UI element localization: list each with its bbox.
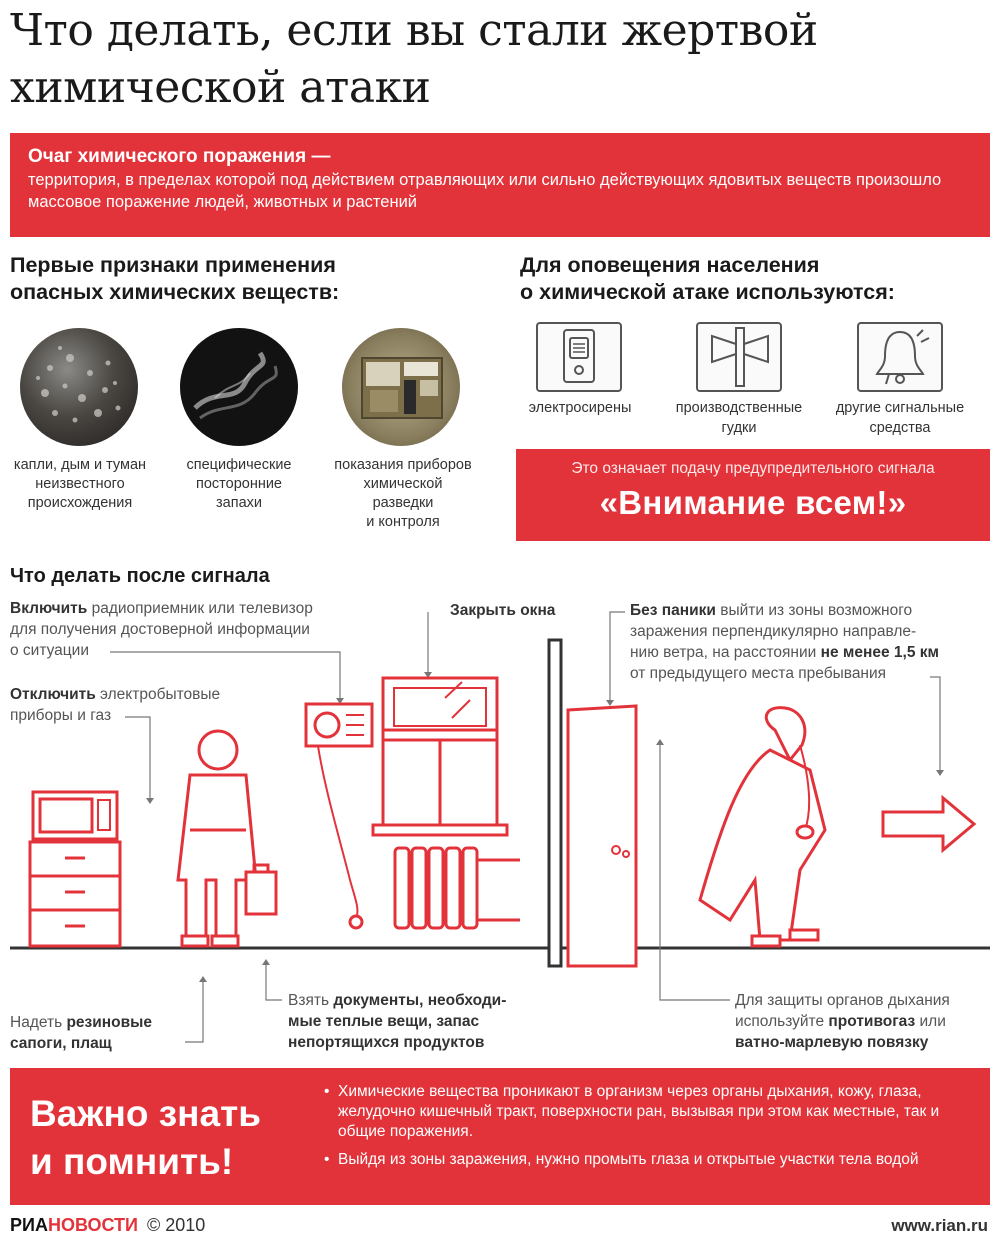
signs-heading-line2: опасных химических веществ: (10, 280, 340, 304)
brand-ria: РИА (10, 1215, 48, 1235)
person-suitcase (178, 731, 276, 946)
window (373, 678, 507, 835)
important-box (10, 1068, 990, 1205)
note-radio: Включить радиоприемник или телевизор для получения достоверной информации о ситуации (10, 600, 313, 659)
radiator (395, 848, 520, 928)
copyright: © 2010 (147, 1215, 206, 1235)
notify-label-other: другие сигнальные средства (835, 400, 965, 436)
siren-icon (536, 322, 622, 392)
notify-label-sirens: электросирены (528, 400, 632, 416)
actions-heading: Что делать после сигнала (10, 565, 270, 587)
definition-box (10, 133, 990, 237)
horn-icon (696, 322, 782, 392)
notify-heading-line2: о химической атаке используются: (520, 280, 895, 304)
alert-box (516, 449, 990, 541)
list-item: • Химические вещества проникают в организм через органы дыхания, кожу, глаза, желудочно кишечный тракт, поверхности ран, вызывая при этом как местные, так и общие поражения. (322, 1082, 972, 1142)
notify-heading (520, 252, 895, 306)
note-windows: Закрыть окна (450, 602, 556, 619)
note-documents: Взять документы, необходи- мые теплые вещи, запас непортящихся продуктов (288, 992, 507, 1051)
detector-kit-image (342, 328, 460, 446)
note-leave-zone: Без паники выйти из зоны возможного заражения перпендикулярно направле- нию ветра, на расстоянии не менее 1,5 км от предыдущего места пребывания (630, 602, 939, 682)
notify-label-horns: производственные гудки (675, 400, 803, 436)
note-boots: Надеть резиновые сапоги, плащ (10, 1014, 152, 1052)
footer-url[interactable]: www.rian.ru (891, 1216, 988, 1235)
alert-subtitle: Это означает подачу предупредительного сигнала (571, 460, 935, 477)
definition-term: Очаг химического поражения — (28, 146, 331, 167)
definition-text: территория, в пределах которой под действием отравляющих или сильно действующих ядовитых веществ произошло массовое поражение людей, животных и растений (28, 171, 942, 211)
microwave-cabinet (30, 792, 120, 946)
person-gas-mask (700, 708, 825, 946)
sign-label-droplets: капли, дым и туман неизвестного происхождения (13, 457, 147, 511)
door (549, 640, 636, 966)
radio (306, 704, 372, 928)
brand-novosti: НОВОСТИ (47, 1215, 138, 1235)
list-item: • Выйдя из зоны заражения, нужно промыть глаза и открытые участки тела водой (322, 1150, 972, 1170)
sign-label-smell: специфические посторонние запахи (186, 457, 292, 511)
alert-signal: «Внимание всем!» (599, 484, 907, 521)
footer-brand (10, 1215, 205, 1236)
exit-arrow-icon (883, 798, 974, 850)
sign-label-detectors: показания приборов химической разведки и контроля (334, 457, 472, 530)
signs-heading-line1: Первые признаки применения (10, 253, 336, 277)
notify-heading-line1: Для оповещения населения (520, 253, 820, 277)
page-title: Что делать, если вы стали жертвой химической атаки (10, 5, 818, 113)
smoke-image (180, 328, 298, 446)
droplets-image (20, 328, 138, 446)
bell-icon (857, 322, 943, 392)
note-breathing: Для защиты органов дыхания используйте противогаз или ватно-марлевую повязку (735, 992, 950, 1051)
important-title: Важно знать и помнить! (30, 1093, 261, 1182)
note-appliances: Отключить электробытовые приборы и газ (10, 686, 221, 724)
important-list (322, 1082, 972, 1178)
signs-heading (10, 252, 339, 306)
